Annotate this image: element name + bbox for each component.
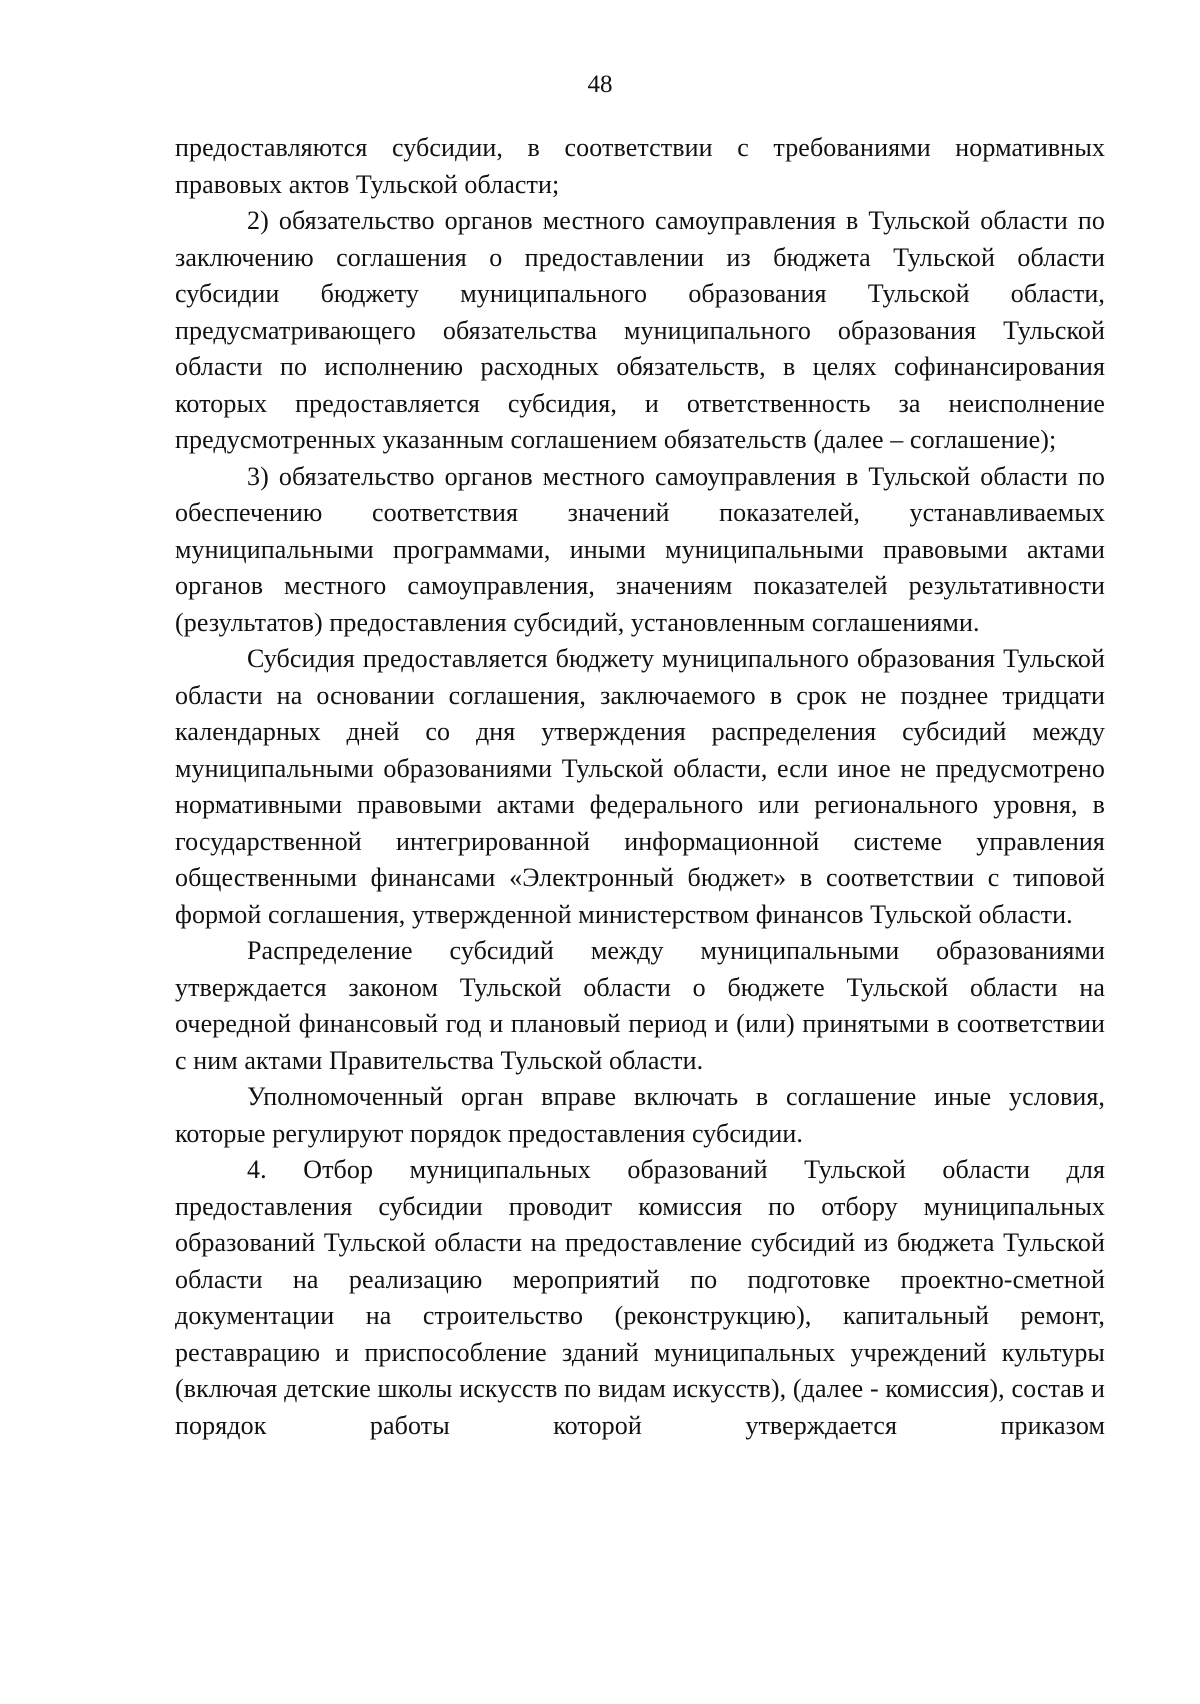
document-body: [175, 130, 1105, 1444]
paragraph-item-3: 3) обязательство органов местного самоуправления в Тульской области по обеспечению соответствия значений показателей, устанавливаемых муниципальными программами, иными муниципальными правовыми актами органов местного самоуправления, значениям показателей результативности (результатов) предоставления субсидий, установленным соглашениями.: [175, 461, 1105, 637]
paragraph-item-4-selection: 4. Отбор муниципальных образований Тульской области для предоставления субсидии проводит комиссия по отбору муниципальных образований Тульской области на предоставление субсидий из бюджета Тульской области на реализацию мероприятий по подготовке проектно-сметной документации на строительство (реконструкцию), капитальный ремонт, реставрацию и приспособление зданий муниципальных учреждений культуры (включая детские школы искусств по видам искусств), (далее - комиссия), состав и порядок работы которой утверждается приказом: [175, 1155, 1105, 1440]
paragraph-continuation: предоставляются субсидии, в соответствии с требованиями нормативных правовых актов Тульской области;: [175, 133, 1105, 199]
paragraph-subsidy-agreement: Субсидия предоставляется бюджету муниципального образования Тульской области на основании соглашения, заключаемого в срок не позднее тридцати календарных дней со дня утверждения распределения субсидий между муниципальными образованиями Тульской области, если иное не предусмотрено нормативными правовыми актами федерального или регионального уровня, в государственной интегрированной информационной системе управления общественными финансами «Электронный бюджет» в соответствии с типовой формой соглашения, утвержденной министерством финансов Тульской области.: [175, 644, 1105, 929]
paragraph-item-2: 2) обязательство органов местного самоуправления в Тульской области по заключению соглашения о предоставлении из бюджета Тульской области субсидии бюджету муниципального образования Тульской области, предусматривающего обязательства муниципального образования Тульской области по исполнению расходных обязательств, в целях софинансирования которых предоставляется субсидия, и ответственность за неисполнение предусмотренных указанным соглашением обязательств (далее – соглашение);: [175, 206, 1105, 454]
paragraph-subsidy-distribution: Распределение субсидий между муниципальными образованиями утверждается законом Тульской области о бюджете Тульской области на очередной финансовый год и плановый период и (или) принятыми в соответствии с ним актами Правительства Тульской области.: [175, 936, 1105, 1075]
page-number: 48: [587, 71, 613, 98]
paragraph-authorized-body: Уполномоченный орган вправе включать в соглашение иные условия, которые регулируют порядок предоставления субсидии.: [175, 1082, 1105, 1148]
